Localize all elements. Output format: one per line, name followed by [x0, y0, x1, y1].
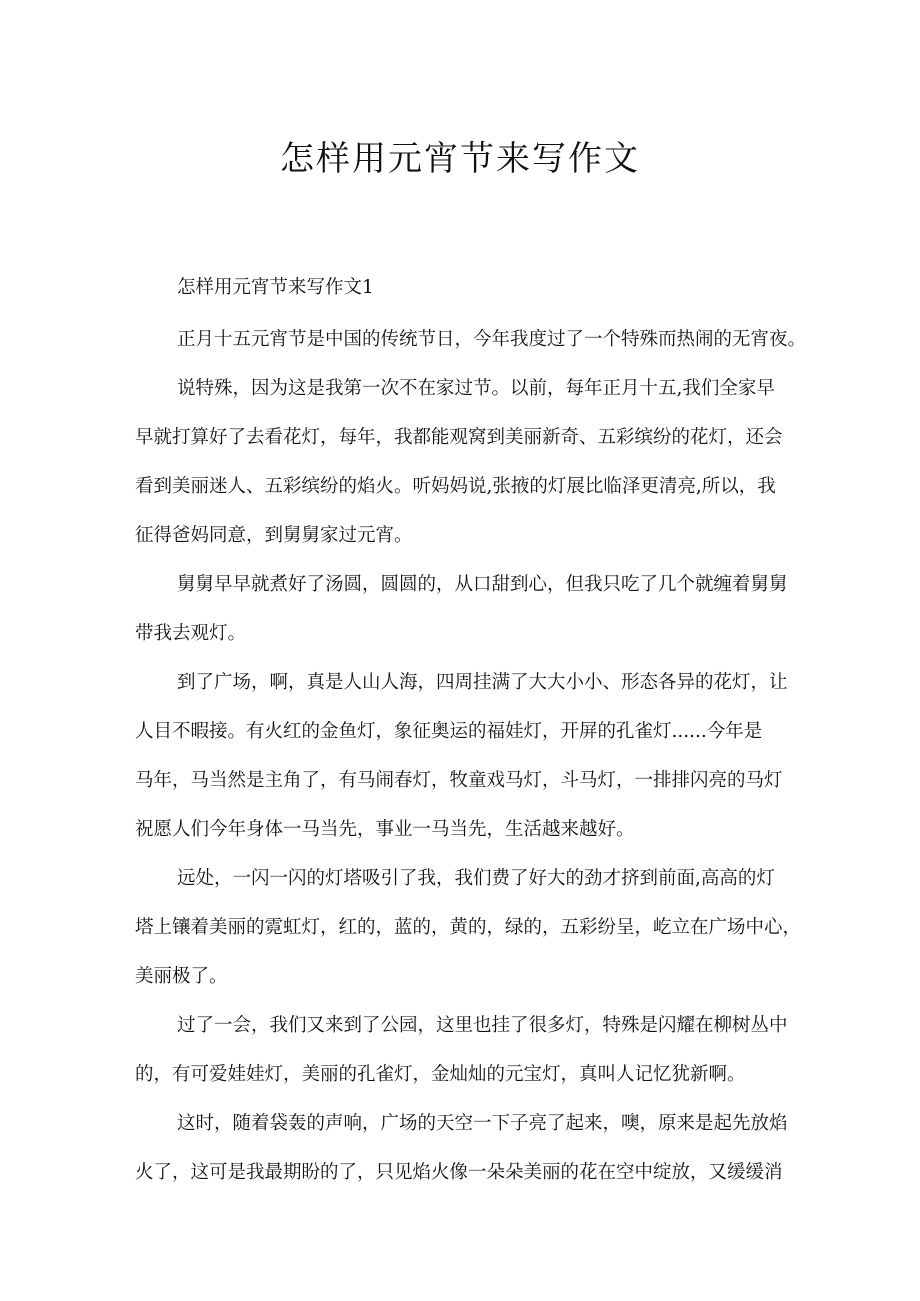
body-paragraph	[135, 854, 802, 1001]
section-heading: 怎样用元宵节来写作文1	[177, 277, 374, 298]
paragraph-line: 到了广场，啊，真是人山人海，四周挂满了大大小小、形态各异的花灯，让	[177, 672, 788, 693]
paragraph-line: 火了，这可是我最期盼的了，只见焰火像一朵朵美丽的花在空中绽放，又缓缓消	[135, 1162, 783, 1183]
paragraph-line: 正月十五元宵节是中国的传统节日，今年我度过了一个特殊而热闹的无宵夜。	[177, 329, 807, 350]
body-paragraph	[135, 1099, 795, 1197]
paragraph-line: 说特殊，因为这是我第一次不在家过节。以前，每年正月十五,我们全家早	[177, 378, 775, 399]
paragraph-line: 美丽极了。	[135, 966, 228, 987]
paragraph-line: 祝愿人们今年身体一马当先，事业一马当先，生活越来越好。	[135, 819, 635, 840]
paragraph-line: 舅舅早早就煮好了汤圆，圆圆的，从口甜到心，但我只吃了几个就缠着舅舅	[177, 574, 788, 595]
paragraph-line: 远处，一闪一闪的灯塔吸引了我，我们费了好大的劲才挤到前面,高高的灯	[177, 868, 775, 889]
paragraph-line: 塔上镶着美丽的霓虹灯，红的，蓝的，黄的，绿的，五彩纷呈，屹立在广场中心，	[135, 917, 802, 938]
paragraph-line: 带我去观灯。	[135, 623, 247, 644]
body-paragraph	[135, 315, 807, 364]
body-paragraph	[135, 560, 795, 658]
paragraph-line: 的，有可爱娃娃灯，美丽的孔雀灯，金灿灿的元宝灯，真叫人记忆犹新啊。	[135, 1064, 746, 1085]
body-paragraph	[135, 1001, 795, 1099]
body-paragraph	[135, 364, 795, 560]
paragraph-line: 这时，随着袋轰的声响，广场的天空一下子亮了起来，噢，原来是起先放焰	[177, 1113, 788, 1134]
document-body	[135, 268, 807, 1197]
document-title: 怎样用元宵节来写作文	[280, 139, 640, 179]
body-paragraph	[135, 658, 795, 854]
paragraph-line: 征得爸妈同意，到舅舅家过元宵。	[135, 525, 413, 546]
paragraph-line: 人目不暇接。有火红的金鱼灯，象征奥运的福娃灯，开屏的孔雀灯......今年是	[135, 721, 763, 742]
paragraph-list	[135, 315, 807, 1197]
paragraph-line: 马年，马当然是主角了，有马闹春灯，牧童戏马灯，斗马灯，一排排闪亮的马灯	[135, 770, 783, 791]
paragraph-line: 看到美丽迷人、五彩缤纷的焰火。听妈妈说,张掖的灯展比临泽更清亮,所以，我	[135, 476, 776, 497]
paragraph-line: 早就打算好了去看花灯，每年，我都能观窝到美丽新奇、五彩缤纷的花灯，还会	[135, 427, 783, 448]
paragraph-line: 过了一会，我们又来到了公园，这里也挂了很多灯，特殊是闪耀在柳树丛中	[177, 1015, 788, 1036]
